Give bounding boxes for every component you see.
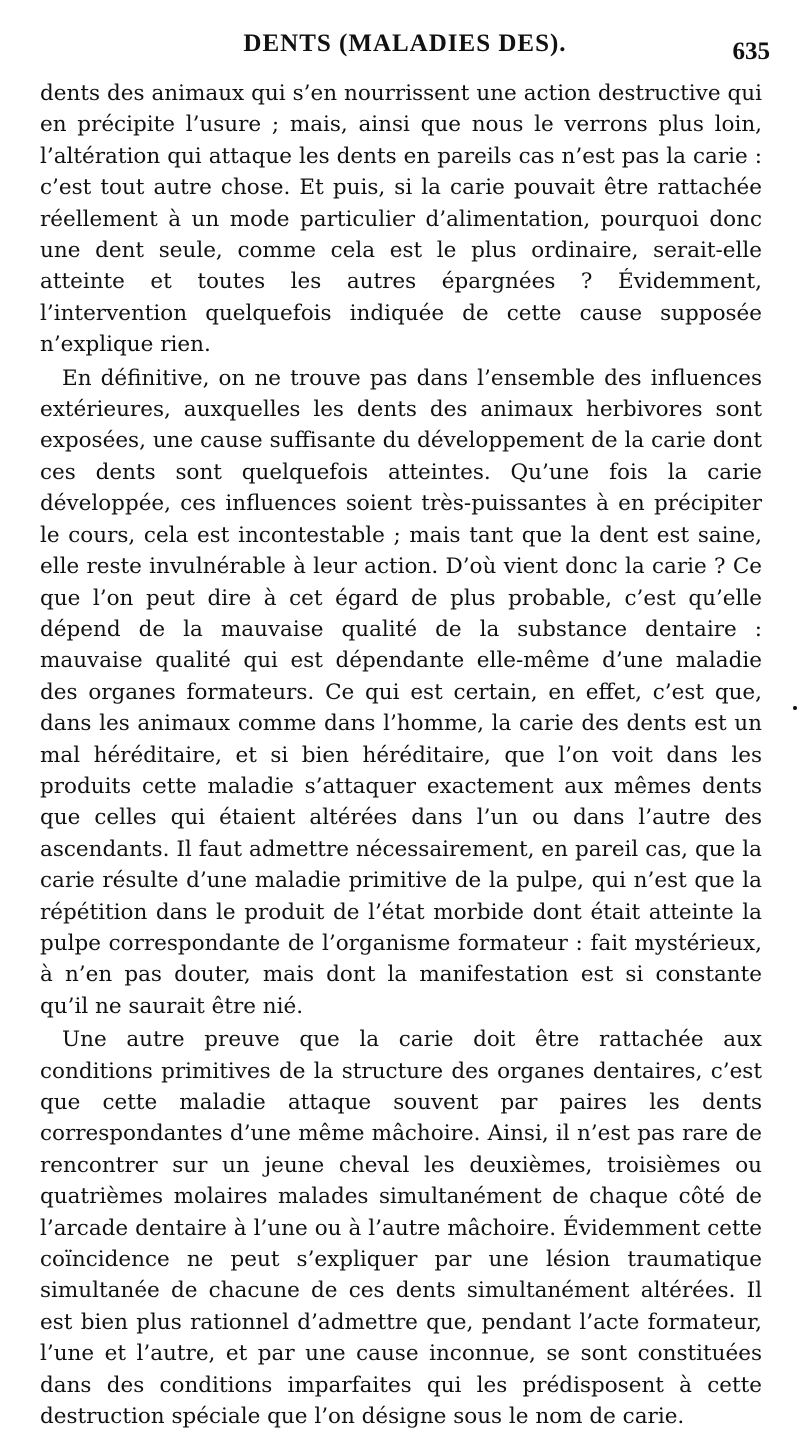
running-title: DENTS (MALADIES DES). [243, 30, 567, 57]
paragraph-continuation: dents des animaux qui s’en nourrissent une action destructive qui en précipite l’usure ; mais, ainsi que nous le verrons plus loin, l’altération qui attaque les dents en pareils cas n’est pas la carie : c’est tout autre chose. Et puis, si la carie pouvait être rattachée réellement à un mode particulier d’alimentation, pourquoi donc une dent seule, comme cela est le plus ordinaire, serait-elle atteinte et toutes les autres épargnées ? Évidemment, l’intervention quelquefois indiquée de cette cause supposée n’explique rien. [40, 81, 762, 358]
body-text [40, 78, 762, 1434]
paragraph: En définitive, on ne trouve pas dans l’ensemble des influences extérieures, auxquelles les dents des animaux herbivores sont exposées, une cause suffisante du développement de la carie dont ces dents sont quelquefois atteintes. Qu’une fois la carie développée, ces influences soient très-puissantes à en précipiter le cours, cela est incontestable ; mais tant que la dent est saine, elle reste invulnérable à leur action. D’où vient donc la carie ? Ce que l’on peut dire à cet égard de plus probable, c’est qu’elle dépend de la mauvaise qualité de la substance dentaire : mauvaise qualité qui est dépendante elle-même d’une maladie des organes formateurs. Ce qui est certain, en effet, c’est que, dans les animaux comme dans l’homme, la carie des dents est un mal héréditaire, et si bien héréditaire, que l’on voit dans les produits cette maladie s’attaquer exactement aux mêmes dents que celles qui étaient altérées dans l’un ou dans l’autre des ascendants. Il faut admettre nécessairement, en pareil cas, que la carie résulte d’une maladie primitive de la pulpe, qui n’est que la répétition dans le produit de l’état morbide dont était atteinte la pulpe correspondante de l’organisme formateur : fait mystérieux, à n’en pas douter, mais dont la manifestation est si constante qu’il ne saurait être nié. [40, 365, 762, 1019]
page-number: 635 [732, 38, 770, 65]
paragraph: Une autre preuve que la carie doit être rattachée aux conditions primitives de la structure des organes dentaires, c’est que cette maladie attaque souvent par paires les dents correspondantes d’une même mâchoire. Ainsi, il n’est pas rare de rencontrer sur un jeune cheval les deuxièmes, troisièmes ou quatrièmes molaires malades simultanément de chaque côté de l’arcade dentaire à l’une ou à l’autre mâchoire. Évidemment cette coïncidence ne peut s’expliquer par une lésion traumatique simultanée de chacune de ces dents simultanément altérées. Il est bien plus rationnel d’admettre que, pendant l’acte formateur, l’une et l’autre, et par une cause inconnue, se sont constituées dans des conditions imparfaites qui les prédisposent à cette destruction spéciale que l’on désigne sous le nom de carie. [40, 1027, 762, 1430]
margin-dot [793, 706, 797, 710]
running-head [40, 30, 770, 64]
